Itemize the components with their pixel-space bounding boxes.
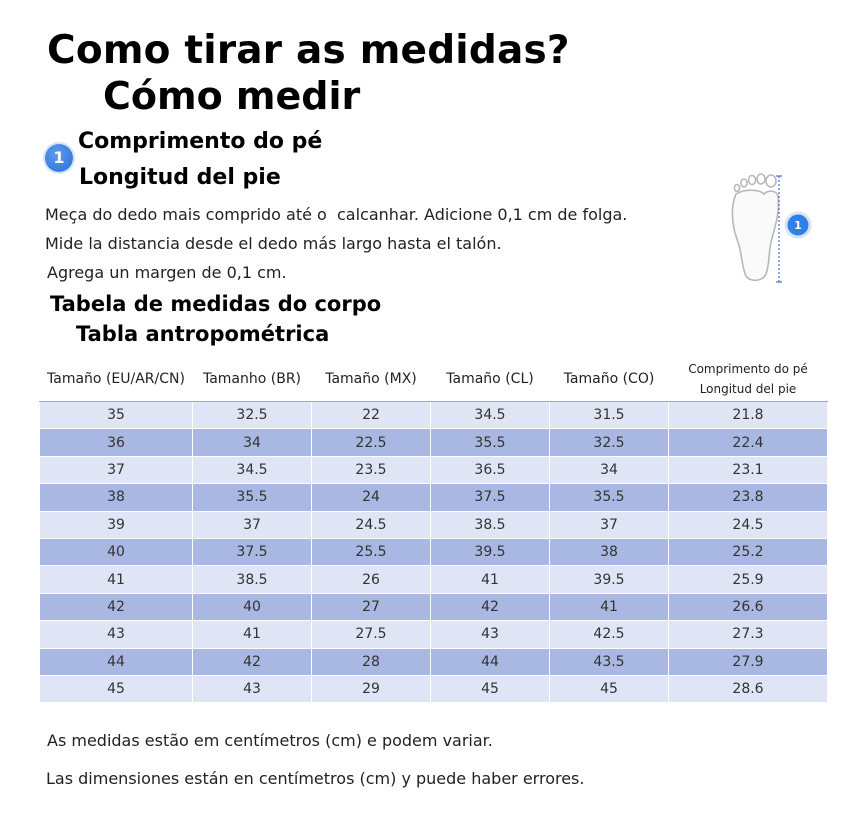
note-es: Las dimensiones están en centímetros (cm) y puede haber errores. xyxy=(46,769,585,788)
table-cell: 34 xyxy=(550,456,669,483)
table-cell: 22.5 xyxy=(312,429,431,456)
header-foot-length-es: Longitud del pie xyxy=(699,382,797,396)
table-cell: 24.5 xyxy=(669,511,828,538)
table-cell: 22.4 xyxy=(669,429,828,456)
header-size-eu: Tamaño (EU/AR/CN) xyxy=(40,357,193,402)
table-cell: 31.5 xyxy=(550,402,669,429)
table-cell: 40 xyxy=(193,593,312,620)
table-cell: 39.5 xyxy=(550,566,669,593)
table-row xyxy=(40,675,828,702)
table-cell: 38 xyxy=(550,538,669,565)
table-cell: 38.5 xyxy=(193,566,312,593)
table-row xyxy=(40,456,828,483)
table-row xyxy=(40,593,828,620)
table-cell: 32.5 xyxy=(193,402,312,429)
table-cell: 42.5 xyxy=(550,621,669,648)
table-cell: 23.8 xyxy=(669,484,828,511)
table-cell: 32.5 xyxy=(550,429,669,456)
size-table xyxy=(39,356,828,703)
header-foot-length-pt: Comprimento do pé xyxy=(688,362,808,376)
foot-measure-illustration xyxy=(718,168,818,288)
table-row xyxy=(40,566,828,593)
note-pt: As medidas estão em centímetros (cm) e podem variar. xyxy=(47,731,493,750)
table-cell: 41 xyxy=(431,566,550,593)
table-cell: 28.6 xyxy=(669,675,828,702)
table-cell: 37 xyxy=(193,511,312,538)
table-row xyxy=(40,621,828,648)
table-row xyxy=(40,429,828,456)
table-cell: 37.5 xyxy=(193,538,312,565)
table-cell: 35.5 xyxy=(431,429,550,456)
table-cell: 27.5 xyxy=(312,621,431,648)
table-cell: 26 xyxy=(312,566,431,593)
table-cell: 25.2 xyxy=(669,538,828,565)
table-cell: 34.5 xyxy=(431,402,550,429)
table-cell: 26.6 xyxy=(669,593,828,620)
table-title-es: Tabla antropométrica xyxy=(76,322,330,346)
table-cell: 38 xyxy=(40,484,193,511)
table-cell: 35 xyxy=(40,402,193,429)
table-cell: 35.5 xyxy=(193,484,312,511)
table-cell: 39.5 xyxy=(431,538,550,565)
table-cell: 45 xyxy=(550,675,669,702)
table-row xyxy=(40,538,828,565)
table-cell: 39 xyxy=(40,511,193,538)
table-cell: 36 xyxy=(40,429,193,456)
table-cell: 42 xyxy=(193,648,312,675)
step-number-badge: 1 xyxy=(45,144,73,172)
table-cell: 40 xyxy=(40,538,193,565)
table-cell: 43.5 xyxy=(550,648,669,675)
header-size-co: Tamaño (CO) xyxy=(550,357,669,402)
table-title-pt: Tabela de medidas do corpo xyxy=(50,292,382,316)
step-description-pt: Meça do dedo mais comprido até o calcanhar. Adicione 0,1 cm de folga. xyxy=(45,205,628,224)
table-cell: 41 xyxy=(193,621,312,648)
table-cell: 25.5 xyxy=(312,538,431,565)
page-title: Como tirar as medidas? xyxy=(47,28,570,73)
table-cell: 29 xyxy=(312,675,431,702)
table-cell: 37 xyxy=(40,456,193,483)
page-subtitle: Cómo medir xyxy=(103,74,361,118)
table-cell: 34 xyxy=(193,429,312,456)
step-title-pt: Comprimento do pé xyxy=(78,129,323,154)
table-cell: 35.5 xyxy=(550,484,669,511)
table-cell: 23.5 xyxy=(312,456,431,483)
header-size-cl: Tamaño (CL) xyxy=(431,357,550,402)
table-row xyxy=(40,648,828,675)
table-cell: 27.9 xyxy=(669,648,828,675)
table-cell: 41 xyxy=(550,593,669,620)
step-description-es-1: Mide la distancia desde el dedo más largo hasta el talón. xyxy=(45,234,502,253)
step-description-es-2: Agrega un margen de 0,1 cm. xyxy=(47,263,287,282)
table-cell: 24.5 xyxy=(312,511,431,538)
table-cell: 38.5 xyxy=(431,511,550,538)
header-size-br: Tamanho (BR) xyxy=(193,357,312,402)
table-cell: 27.3 xyxy=(669,621,828,648)
table-row xyxy=(40,402,828,429)
table-cell: 24 xyxy=(312,484,431,511)
table-cell: 22 xyxy=(312,402,431,429)
table-cell: 43 xyxy=(193,675,312,702)
table-cell: 44 xyxy=(40,648,193,675)
foot-outline-icon xyxy=(718,168,818,288)
table-row xyxy=(40,511,828,538)
illustration-badge: 1 xyxy=(794,219,802,232)
table-cell: 37 xyxy=(550,511,669,538)
table-cell: 27 xyxy=(312,593,431,620)
table-cell: 36.5 xyxy=(431,456,550,483)
table-cell: 42 xyxy=(431,593,550,620)
table-header-row xyxy=(40,357,828,402)
table-cell: 23.1 xyxy=(669,456,828,483)
table-cell: 34.5 xyxy=(193,456,312,483)
table-cell: 28 xyxy=(312,648,431,675)
table-cell: 41 xyxy=(40,566,193,593)
table-row xyxy=(40,484,828,511)
table-cell: 37.5 xyxy=(431,484,550,511)
table-cell: 43 xyxy=(40,621,193,648)
table-cell: 45 xyxy=(431,675,550,702)
header-size-mx: Tamaño (MX) xyxy=(312,357,431,402)
header-foot-length xyxy=(669,357,828,402)
table-cell: 21.8 xyxy=(669,402,828,429)
step-title-es: Longitud del pie xyxy=(79,165,281,190)
table-cell: 45 xyxy=(40,675,193,702)
table-cell: 44 xyxy=(431,648,550,675)
table-cell: 43 xyxy=(431,621,550,648)
table-cell: 42 xyxy=(40,593,193,620)
table-cell: 25.9 xyxy=(669,566,828,593)
